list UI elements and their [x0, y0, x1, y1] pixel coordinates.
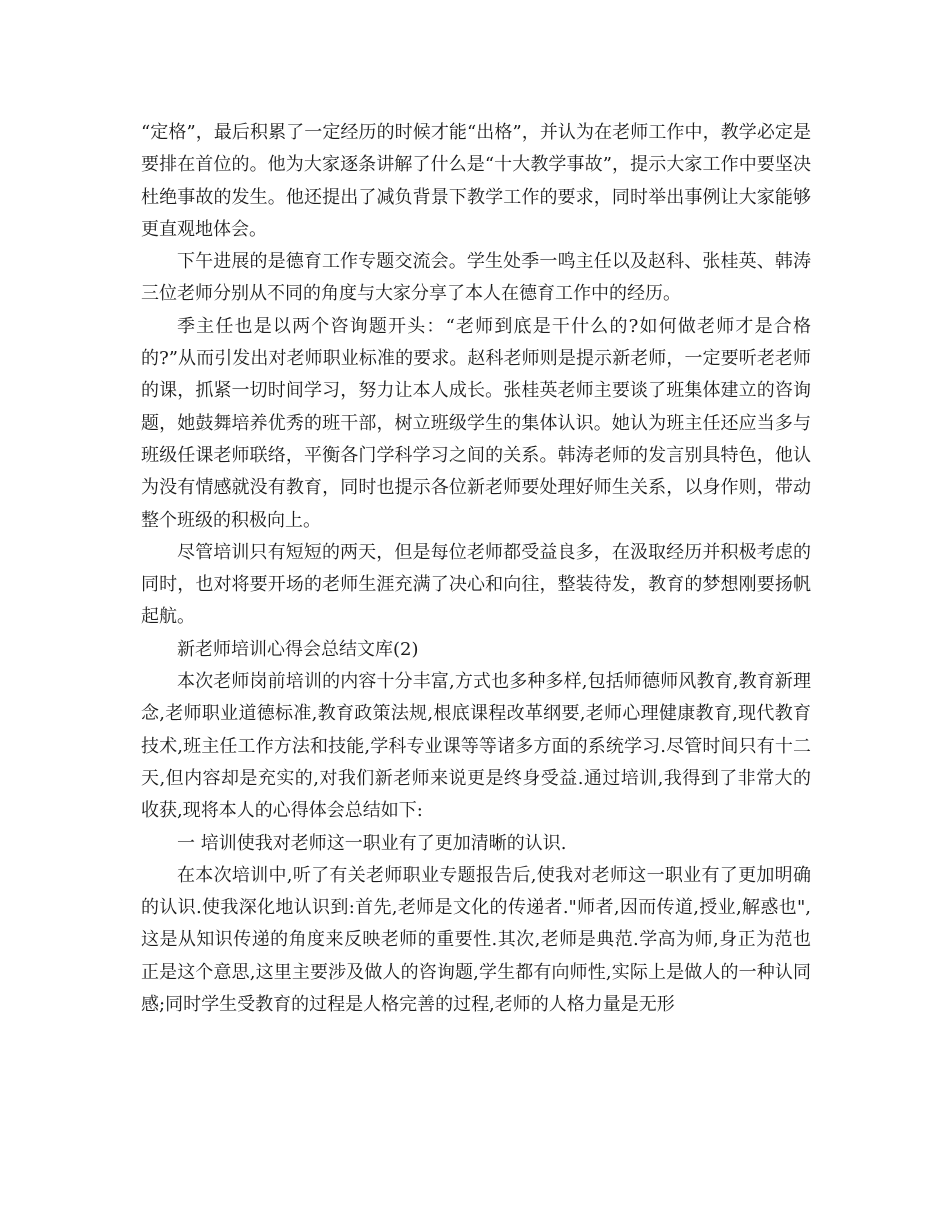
paragraph-3: 季主任也是以两个咨询题开头：“老师到底是干什么的?如何做老师才是合格的?”从而引发出对老师职业标准的要求。赵科老师则是提示新老师，一定要听老老师的课，抓紧一切时间学习，努力让本人成长。张桂英老师主要谈了班集体建立的咨询题，她鼓舞培养优秀的班干部，树立班级学生的集体认识。她认为班主任还应当多与班级任课老师联络，平衡各门学科学习之间的关系。韩涛老师的发言别具特色，他认为没有情感就没有教育，同时也提示各位新老师要处理好师生关系，以身作则，带动整个班级的积极向上。: [141, 315, 811, 531]
document-body: [141, 117, 811, 1021]
paragraph-5: 本次老师岗前培训的内容十分丰富,方式也多种多样,包括师德师风教育,教育新理念,老师职业道德标准,教育政策法规,根底课程改革纲要,老师心理健康教育,现代教育技术,班主任工作方法和技能,学科专业课等等诸多方面的系统学习.尽管时间只有十二天,但内容却是充实的,对我们新老师来说更是终身受益.通过培训,我得到了非常大的收获,现将本人的心得体会总结如下:: [141, 671, 811, 822]
paragraph-6: 在本次培训中,听了有关老师职业专题报告后,使我对老师这一职业有了更加明确的认识.使我深化地认识到:首先,老师是文化的传递者."师者,因而传道,授业,解惑也",这是从知识传递的角度来反映老师的重要性.其次,老师是典范.学高为师,身正为范也正是这个意思,这里主要涉及做人的咨询题,学生都有向师性,实际上是做人的一种认同感;同时学生受教育的过程是人格完善的过程,老师的人格力量是无形: [141, 864, 811, 1016]
paragraph-2: 下午进展的是德育工作专题交流会。学生处季一鸣主任以及赵科、张桂英、韩涛三位老师分别从不同的角度与大家分享了本人在德育工作中的经历。: [141, 251, 811, 305]
paragraph-1: “定格”，最后积累了一定经历的时候才能“出格”，并认为在老师工作中，教学必定是要排在首位的。他为大家逐条讲解了什么是“十大教学事故”，提示大家工作中要坚决杜绝事故的发生。他还提出了减负背景下教学工作的要求，同时举出事例让大家能够更直观地体会。: [141, 122, 811, 240]
subheading-1: 一 培训使我对老师这一职业有了更加清晰的认识.: [177, 832, 567, 854]
section-heading: 新老师培训心得会总结文库(2): [177, 638, 419, 660]
paragraph-4: 尽管培训只有短短的两天，但是每位老师都受益良多，在汲取经历并积极考虑的同时，也对将要开场的老师生涯充满了决心和向往，整装待发，教育的梦想刚要扬帆起航。: [141, 541, 811, 628]
